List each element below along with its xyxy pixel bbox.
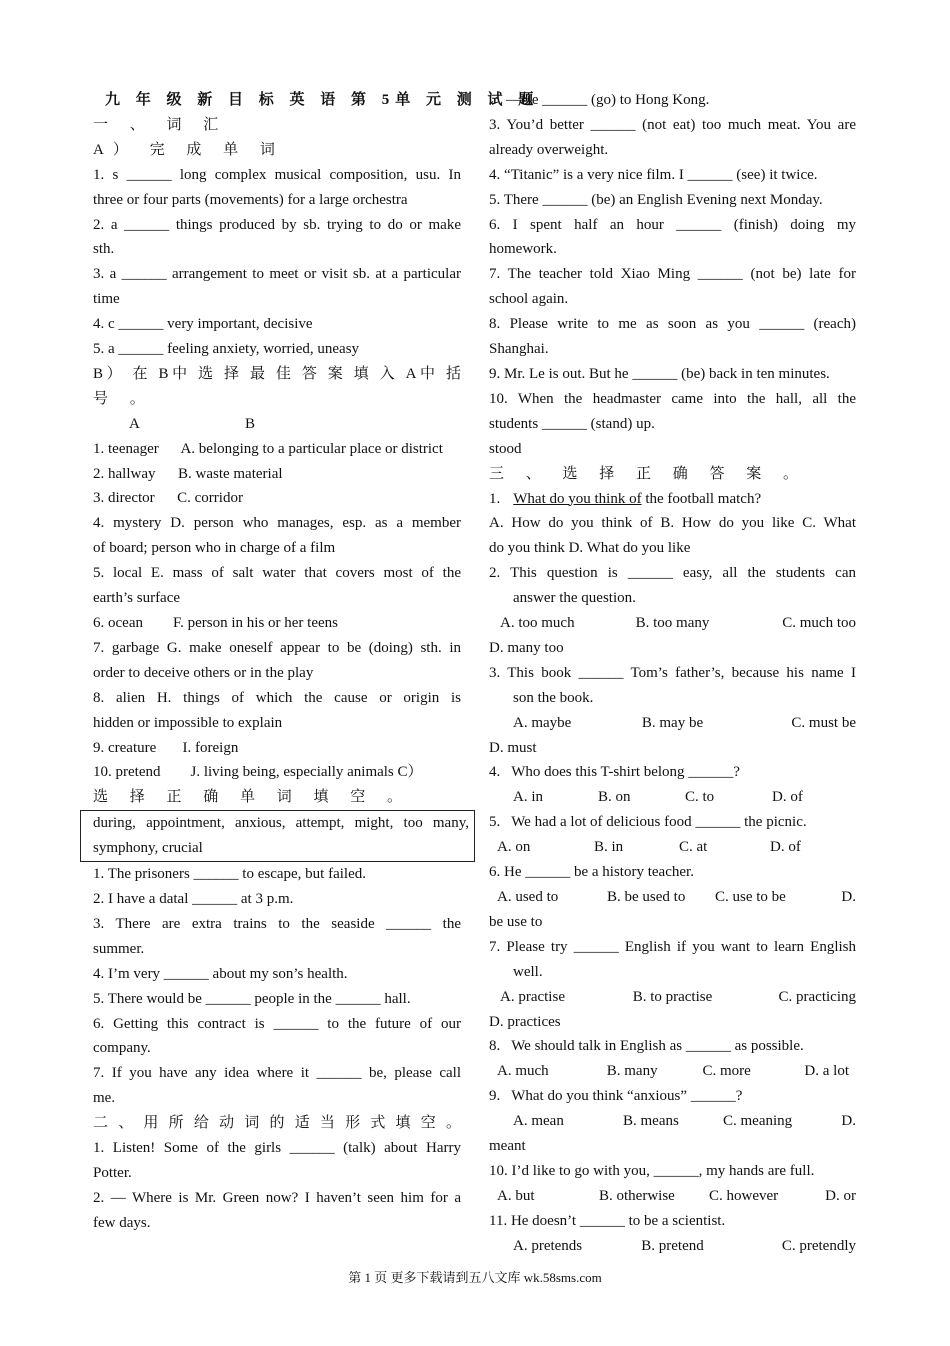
option-c: C. more xyxy=(702,1063,751,1080)
option-b: B. otherwise xyxy=(599,1187,675,1204)
match-row-8: 8. alien H. things of which the cause or origin is xyxy=(93,689,461,706)
mc-question-1-options: A. How do you think of B. How do you like C. What xyxy=(489,515,856,532)
mc-question-4-options xyxy=(489,785,829,810)
section-verb-form-heading: 二 、 用 所 给 动 词 的 适 当 形 式 填 空 。 xyxy=(93,1115,461,1132)
mc-question-7: 7. Please try ______ English if you want to learn English xyxy=(489,938,856,955)
option-a: A. maybe xyxy=(513,714,572,731)
verb-item-3-cont: already overweight. xyxy=(489,141,609,158)
option-d: D. xyxy=(841,889,856,905)
option-a: A. mean xyxy=(513,1113,564,1130)
mc-question-11: 11. He doesn’t ______ to be a scientist. xyxy=(489,1212,726,1229)
mc-question-6-options xyxy=(489,885,856,910)
option-b: B. too many xyxy=(635,615,710,632)
option-b: B. means xyxy=(623,1113,679,1130)
verb-item-2-cont: few days. xyxy=(93,1214,151,1231)
verb-item-8: 8. Please write to me as soon as you ______ (reach) xyxy=(489,316,856,333)
fill-item-5: 5. There would be ______ people in the ______ hall. xyxy=(93,990,411,1007)
option-c: C. much too xyxy=(782,615,856,632)
mc-question-9: 9. What do you think “anxious” ______? xyxy=(489,1088,743,1105)
vocab-item-3: 3. a ______ arrangement to meet or visit sb. at a particular xyxy=(93,266,461,283)
option-b: B. to practise xyxy=(632,988,713,1005)
section-choice-heading: 三 、 选 择 正 确 答 案 。 xyxy=(489,465,808,482)
match-row-5-cont: earth’s surface xyxy=(93,590,181,607)
match-row-7-cont: order to deceive others or in the play xyxy=(93,664,314,681)
word-bank-box xyxy=(80,810,475,862)
verb-item-3: 3. You’d better ______ (not eat) too much meat. You are xyxy=(489,116,856,133)
vocab-item-1-cont: three or four parts (movements) for a large orchestra xyxy=(93,191,408,208)
option-c: C. practicing xyxy=(778,988,856,1005)
verb-item-10-answer: stood xyxy=(489,440,522,457)
mc-question-9-option-d-cont: meant xyxy=(489,1138,526,1155)
verb-item-2: 2. — Where is Mr. Green now? I haven’t seen him for a xyxy=(93,1189,461,1206)
section-a-heading: A） 完 成 单 词 xyxy=(93,141,284,158)
verb-item-7-cont: school again. xyxy=(489,291,569,308)
section-vocabulary-heading: 一 、 词 汇 xyxy=(93,116,228,133)
option-a: A. on xyxy=(497,839,531,856)
option-b: B. may be xyxy=(641,714,704,731)
verb-item-7: 7. The teacher told Xiao Ming ______ (not be) late for xyxy=(489,266,856,283)
match-row-1: 1. teenager A. belonging to a particular place or district xyxy=(93,440,443,457)
verb-item-10: 10. When the headmaster came into the hall, all the xyxy=(489,390,856,407)
verb-item-6: 6. I spent half an hour ______ (finish) doing my xyxy=(489,216,856,233)
mc-question-7-option-d: D. practices xyxy=(489,1013,561,1030)
vocab-item-2-cont: sth. xyxy=(93,241,115,258)
mc-question-10-options xyxy=(489,1184,856,1209)
option-b: B. on xyxy=(598,789,631,806)
mc-question-5: 5. We had a lot of delicious food ______ the picnic. xyxy=(489,814,807,831)
page-footer: 第 1 页 更多下载请到五八文库 wk.58sms.com xyxy=(348,1270,602,1285)
match-row-7: 7. garbage G. make oneself appear to be (doing) sth. in xyxy=(93,639,461,656)
option-a: A. practise xyxy=(500,988,565,1005)
verb-item-2-answer: —He ______ (go) to Hong Kong. xyxy=(506,92,710,108)
option-d: D. a lot xyxy=(804,1063,849,1080)
option-c: C. meaning xyxy=(723,1113,793,1130)
fill-item-2: 2. I have a datal ______ at 3 p.m. xyxy=(93,890,294,907)
match-row-5: 5. local E. mass of salt water that covers most of the xyxy=(93,565,461,582)
option-b: B. many xyxy=(606,1063,658,1080)
vocab-item-1: 1. s ______ long complex musical composition, usu. In xyxy=(93,166,461,183)
option-a: A. too much xyxy=(500,615,575,632)
mc-question-8-options xyxy=(489,1059,856,1084)
right-column xyxy=(489,88,856,1259)
option-a: A. used to xyxy=(497,889,559,905)
option-d: D. of xyxy=(770,839,801,856)
fill-item-4: 4. I’m very ______ about my son’s health. xyxy=(93,965,348,982)
section-b-heading-cont: 号 。 xyxy=(93,390,154,407)
option-c: C. at xyxy=(679,839,708,856)
option-b: B. be used to xyxy=(607,889,686,905)
vocab-item-5: 5. a ______ feeling anxiety, worried, uneasy xyxy=(93,341,360,358)
mc-question-1-rest: the football match? xyxy=(641,490,762,507)
column-a-label: A xyxy=(129,415,140,432)
page-title: 九 年 级 新 目 标 英 语 第 5单 元 测 试 题 xyxy=(105,92,540,108)
mc-question-1-number: 1. xyxy=(489,490,501,507)
match-row-3: 3. director C. corridor xyxy=(93,490,243,507)
mc-question-6-option-d-cont: be use to xyxy=(489,913,543,930)
match-row-9: 9. creature I. foreign xyxy=(93,739,239,756)
match-column-headers xyxy=(93,412,461,437)
option-a: A. but xyxy=(497,1187,535,1204)
option-a: A. pretends xyxy=(513,1237,583,1254)
option-c: C. however xyxy=(709,1187,779,1204)
option-b: B. in xyxy=(594,839,624,856)
mc-question-3-options xyxy=(489,711,856,736)
verb-item-9: 9. Mr. Le is out. But he ______ (be) back in ten minutes. xyxy=(489,365,830,382)
vocab-item-2: 2. a ______ things produced by sb. trying to do or make xyxy=(93,216,461,233)
vocab-item-4: 4. c ______ very important, decisive xyxy=(93,316,313,333)
mc-question-7-cont: well. xyxy=(513,963,543,980)
fill-item-3: 3. There are extra trains to the seaside ______ the xyxy=(93,915,461,932)
verb-item-8-cont: Shanghai. xyxy=(489,341,549,358)
mc-question-11-options xyxy=(489,1234,856,1259)
mc-question-5-options xyxy=(489,835,829,860)
mc-question-4: 4. Who does this T-shirt belong ______? xyxy=(489,764,740,781)
column-b-label: B xyxy=(245,415,256,432)
mc-question-7-options xyxy=(489,985,856,1010)
option-b: B. pretend xyxy=(641,1237,704,1254)
fill-item-6-cont: company. xyxy=(93,1040,151,1057)
mc-question-9-options xyxy=(489,1109,856,1134)
fill-item-1: 1. The prisoners ______ to escape, but failed. xyxy=(93,866,366,883)
fill-item-6: 6. Getting this contract is ______ to the future of our xyxy=(93,1015,461,1032)
fill-item-7: 7. If you have any idea where it ______ be, please call xyxy=(93,1065,461,1082)
verb-item-4: 4. “Titanic” is a very nice film. I ______ (see) it twice. xyxy=(489,166,818,183)
vocab-item-3-cont: time xyxy=(93,291,120,308)
match-row-8-cont: hidden or impossible to explain xyxy=(93,714,283,731)
option-d: D. xyxy=(841,1113,856,1130)
match-row-4-cont: of board; person who in charge of a film xyxy=(93,540,336,557)
mc-question-3: 3. This book ______ Tom’s father’s, because his name I xyxy=(489,664,856,681)
option-d: D. of xyxy=(772,789,803,806)
mc-question-3-option-d: D. must xyxy=(489,739,537,756)
match-row-6: 6. ocean F. person in his or her teens xyxy=(93,615,338,632)
mc-question-8: 8. We should talk in English as ______ as possible. xyxy=(489,1038,804,1055)
word-bank-line-1: during, appointment, anxious, attempt, might, too many, xyxy=(93,815,469,832)
option-c: C. pretendly xyxy=(781,1237,856,1254)
mc-question-10: 10. I’d like to go with you, ______, my hands are full. xyxy=(489,1162,815,1179)
verb-item-10-cont: students ______ (stand) up. xyxy=(489,415,655,432)
verb-item-6-cont: homework. xyxy=(489,241,557,258)
mc-question-2-cont: answer the question. xyxy=(513,590,636,607)
mc-question-1-options-cont: do you think D. What do you like xyxy=(489,540,691,557)
mc-question-3-cont: son the book. xyxy=(513,689,594,706)
option-a: A. much xyxy=(497,1063,549,1080)
match-row-10: 10. pretend J. living being, especially animals C） xyxy=(93,764,423,781)
mc-question-2: 2. This question is ______ easy, all the students can xyxy=(489,565,856,582)
fill-item-7-cont: me. xyxy=(93,1090,116,1107)
mc-question-2-options xyxy=(489,611,856,636)
section-c-heading: 选 择 正 确 单 词 填 空 。 xyxy=(93,789,412,806)
verb-item-1: 1. Listen! Some of the girls ______ (talk) about Harry xyxy=(93,1140,461,1157)
option-c: C. use to be xyxy=(715,889,786,905)
option-d: D. or xyxy=(825,1187,856,1204)
section-b-heading: B） 在 B中 选 择 最 佳 答 案 填 入 A中 括 xyxy=(93,365,461,382)
mc-question-6: 6. He ______ be a history teacher. xyxy=(489,864,694,881)
verb-item-1-cont: Potter. xyxy=(93,1164,132,1181)
verb-item-5: 5. There ______ (be) an English Evening next Monday. xyxy=(489,191,823,208)
option-c: C. must be xyxy=(791,714,856,731)
match-row-4: 4. mystery D. person who manages, esp. as a member xyxy=(93,515,461,532)
word-bank-line-2: symphony, crucial xyxy=(93,840,203,857)
option-c: C. to xyxy=(685,789,715,806)
mc-question-1-underlined: What do you think of xyxy=(513,490,642,507)
match-row-2: 2. hallway B. waste material xyxy=(93,465,283,482)
option-a: A. in xyxy=(513,789,543,806)
mc-question-1 xyxy=(489,487,856,512)
fill-item-3-cont: summer. xyxy=(93,940,145,957)
mc-question-2-option-d: D. many too xyxy=(489,639,564,656)
